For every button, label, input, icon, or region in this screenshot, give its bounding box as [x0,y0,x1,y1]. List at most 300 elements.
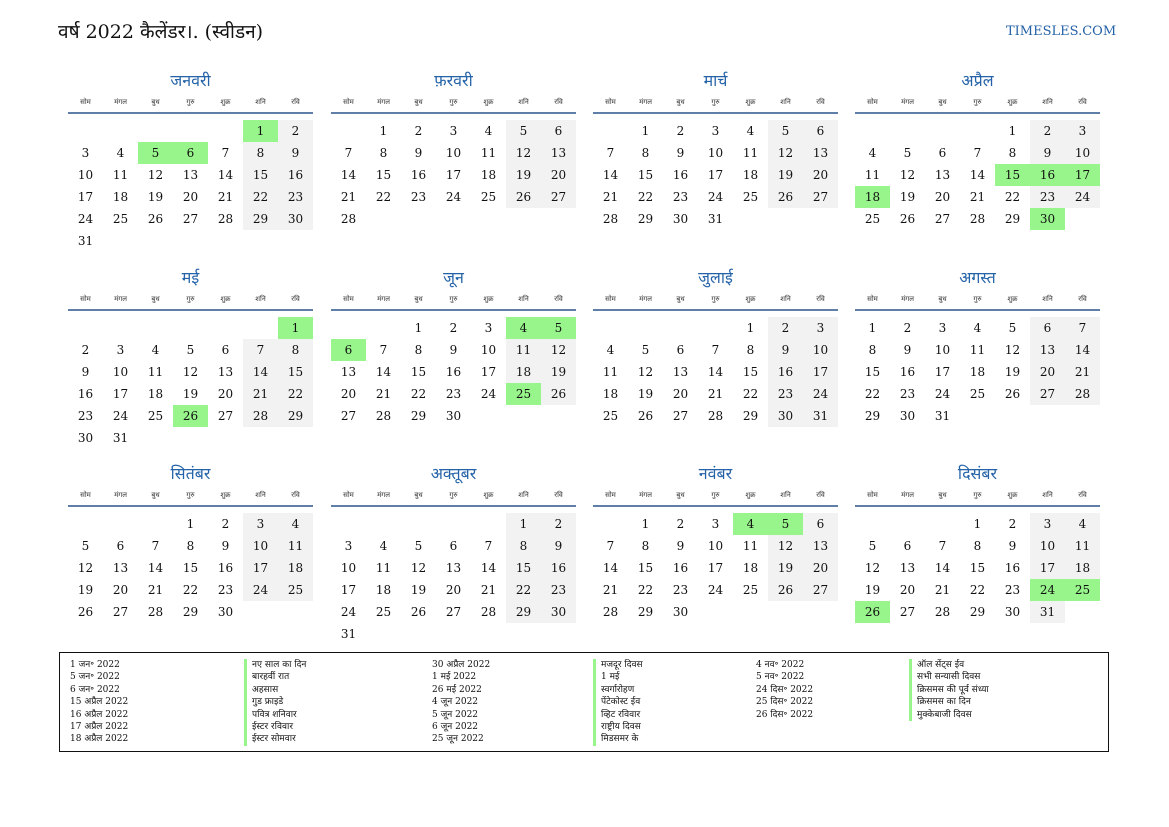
day-cell: 3 [938,321,947,335]
day-cell: 3 [803,317,838,339]
day-cell: 4 [973,321,982,335]
holiday-day-cell: 26 [173,405,208,427]
legend-date: 5 नव॰ 2022 [756,672,805,683]
day-cell: 8 [278,339,313,361]
day-cell: 1 [641,517,650,531]
weekday-label: रवि [291,295,300,303]
holiday-day-cell: 30 [1030,208,1065,230]
legend-holiday-name: ईस्टर सोमवार [252,734,296,745]
legend-date: 6 जून 2022 [432,721,479,732]
legend-holiday-name: गुड फ्राइडे [252,697,284,708]
day-cell: 29 [742,409,759,423]
day-cell: 15 [864,365,881,379]
day-cell: 15 [410,365,427,379]
day-cell: 8 [746,343,755,357]
day-cell: 16 [768,361,803,383]
day-cell: 14 [602,561,619,575]
day-cell: 26 [637,409,654,423]
weekday-label: रवि [1078,491,1087,499]
day-cell: 13 [340,365,357,379]
day-cell: 10 [1065,142,1100,164]
day-cell: 21 [375,387,392,401]
holiday-day-cell: 6 [331,339,366,361]
day-cell: 27 [803,579,838,601]
header-rule [68,309,313,311]
day-cell: 12 [768,142,803,164]
day-cell: 24 [803,383,838,405]
day-cell: 8 [641,539,650,553]
day-cell: 2 [81,343,90,357]
day-cell: 8 [641,146,650,160]
weekday-label: शनि [1042,98,1053,106]
day-cell: 19 [899,190,916,204]
month-name: सितंबर [170,464,211,483]
legend-date: 25 जून 2022 [432,734,484,745]
day-cell: 17 [934,365,951,379]
day-cell: 18 [1065,557,1100,579]
day-cell: 11 [506,339,541,361]
day-cell: 21 [1065,361,1100,383]
weekday-label: शुक्र [220,491,231,499]
legend-holiday-name: मिडसमर के [601,734,639,745]
weekday-label: सोम [343,295,354,303]
weekday-label: बुध [938,98,947,106]
weekday-header [331,98,576,112]
weekday-label: गुरु [186,98,195,106]
day-cell: 6 [221,343,230,357]
holiday-day-cell: 26 [855,601,890,623]
day-cell: 26 [768,579,803,601]
day-cell: 7 [243,339,278,361]
day-cell: 5 [81,539,90,553]
day-cell: 13 [672,365,689,379]
legend-holiday-name: व्हिट रविवार [601,709,641,720]
day-cell: 1 [746,321,755,335]
day-cell: 16 [278,164,313,186]
day-cell: 8 [243,142,278,164]
day-cell: 15 [506,557,541,579]
day-cell: 13 [1030,339,1065,361]
day-cell: 9 [278,142,313,164]
holiday-day-cell: 16 [1030,164,1065,186]
day-cell: 11 [969,343,986,357]
page-title: वर्ष 2022 कैलेंडर।. (स्वीडन) [58,21,264,43]
day-cell: 6 [449,539,458,553]
day-cell: 4 [278,513,313,535]
weekday-label: बुध [938,491,947,499]
day-cell: 29 [637,605,654,619]
weekday-label: शुक्र [220,295,231,303]
legend-holiday-name: ईस्टर रविवार [252,721,294,732]
day-cell: 10 [77,168,94,182]
day-cell: 22 [506,579,541,601]
day-cell: 21 [707,387,724,401]
day-cell: 29 [969,605,986,619]
legend-holiday-name: 1 मई [601,672,620,683]
day-cell: 21 [217,190,234,204]
day-cell: 18 [602,387,619,401]
weekday-label: शुक्र [1007,98,1018,106]
day-cell: 2 [541,513,576,535]
weekday-label: बुध [938,295,947,303]
day-cell: 17 [340,583,357,597]
month-name: जुलाई [698,268,733,287]
day-cell: 1 [506,513,541,535]
weekday-label: सोम [343,98,354,106]
day-cell: 30 [672,212,689,226]
day-cell: 24 [934,387,951,401]
day-cell: 26 [768,186,803,208]
weekday-label: शुक्र [483,491,494,499]
weekday-header [68,295,313,309]
header-rule [593,309,838,311]
day-cell: 7 [711,343,720,357]
legend-names-column-2 [593,659,643,746]
weekday-label: मंगल [901,491,914,499]
day-cell: 20 [182,190,199,204]
weekday-label: बुध [414,295,423,303]
day-cell: 24 [445,190,462,204]
day-cell: 20 [672,387,689,401]
day-cell: 8 [379,146,388,160]
day-cell: 23 [278,186,313,208]
weekday-label: बुध [676,295,685,303]
day-cell: 25 [147,409,164,423]
day-cell: 16 [445,365,462,379]
day-cell: 27 [1030,383,1065,405]
day-cell: 4 [151,343,160,357]
day-cell: 22 [410,387,427,401]
day-cell: 1 [186,517,195,531]
day-cell: 18 [742,561,759,575]
day-cell: 15 [375,168,392,182]
day-cell: 7 [484,539,493,553]
day-cell: 24 [112,409,129,423]
day-cell: 18 [278,557,313,579]
header-rule [68,505,313,507]
weekday-label: शुक्र [1007,295,1018,303]
day-cell: 17 [77,190,94,204]
legend-holiday-name: मुक्केबाजी दिवस [917,709,972,720]
day-cell: 23 [77,409,94,423]
month-name: फ़रवरी [434,71,473,90]
day-cell: 14 [243,361,278,383]
weekday-label: मंगल [114,491,127,499]
day-cell: 8 [186,539,195,553]
weekday-label: शुक्र [745,491,756,499]
weekday-label: रवि [554,491,563,499]
day-cell: 11 [480,146,497,160]
day-cell: 12 [182,365,199,379]
legend-holiday-name: सभी सन्यासी दिवस [917,672,981,683]
day-cell: 3 [116,343,125,357]
holiday-day-cell: 4 [733,513,768,535]
day-cell: 2 [676,517,685,531]
weekday-label: शनि [518,295,529,303]
day-cell: 1 [973,517,982,531]
day-cell: 28 [1065,383,1100,405]
day-cell: 12 [864,561,881,575]
weekday-label: सोम [605,295,616,303]
weekday-label: गुरु [711,98,720,106]
day-cell: 17 [803,361,838,383]
day-cell: 12 [899,168,916,182]
day-cell: 6 [938,146,947,160]
day-cell: 5 [1008,321,1017,335]
weekday-label: मंगल [377,491,390,499]
header-rule [593,112,838,114]
day-cell: 5 [903,146,912,160]
day-cell: 5 [506,120,541,142]
holiday-day-cell: 18 [855,186,890,208]
weekday-label: शुक्र [1007,491,1018,499]
weekday-label: रवि [816,98,825,106]
day-cell: 23 [1030,186,1065,208]
weekday-label: शनि [1042,295,1053,303]
day-cell: 19 [182,387,199,401]
day-cell: 7 [606,539,615,553]
day-cell: 10 [934,343,951,357]
month-name: जनवरी [170,71,211,90]
day-cell: 29 [864,409,881,423]
weekday-header [68,98,313,112]
weekday-header [855,491,1100,505]
weekday-header [855,98,1100,112]
legend-date: 15 अप्रैल 2022 [70,697,129,708]
day-cell: 12 [541,339,576,361]
weekday-label: मंगल [114,98,127,106]
weekday-label: गुरु [973,491,982,499]
day-cell: 31 [1030,601,1065,623]
month-name: दिसंबर [957,464,998,483]
weekday-label: बुध [151,98,160,106]
day-cell: 13 [934,168,951,182]
holiday-day-cell: 15 [995,164,1030,186]
weekday-label: सोम [867,98,878,106]
day-cell: 28 [480,605,497,619]
day-cell: 3 [711,517,720,531]
legend-holiday-name: पवित्र शनिवार [252,709,297,720]
holiday-day-cell: 6 [173,142,208,164]
site-link[interactable]: TIMESLES.COM [1006,24,1117,39]
day-cell: 21 [147,583,164,597]
weekday-label: शनि [780,491,791,499]
day-cell: 30 [768,405,803,427]
day-cell: 8 [973,539,982,553]
weekday-label: शनि [1042,491,1053,499]
holiday-day-cell: 5 [138,142,173,164]
month-name: मई [181,268,200,287]
weekday-label: मंगल [901,98,914,106]
day-cell: 27 [934,212,951,226]
day-cell: 22 [864,387,881,401]
day-cell: 20 [112,583,129,597]
day-cell: 9 [768,339,803,361]
day-cell: 10 [340,561,357,575]
day-cell: 3 [243,513,278,535]
day-cell: 12 [147,168,164,182]
day-cell: 14 [340,168,357,182]
month-name: अप्रैल [961,71,994,90]
day-cell: 31 [112,431,129,445]
weekday-label: सोम [605,98,616,106]
header-rule [855,505,1100,507]
day-cell: 10 [803,339,838,361]
day-cell: 20 [445,583,462,597]
day-cell: 21 [969,190,986,204]
legend-date: 26 दिस॰ 2022 [756,709,814,720]
day-cell: 2 [676,124,685,138]
legend-holiday-name: नए साल का दिन [252,660,307,670]
day-cell: 8 [506,535,541,557]
day-cell: 27 [541,186,576,208]
day-cell: 12 [637,365,654,379]
day-cell: 31 [77,234,94,248]
day-cell: 12 [410,561,427,575]
day-cell: 28 [147,605,164,619]
day-cell: 14 [934,561,951,575]
day-cell: 26 [1004,387,1021,401]
header-rule [331,112,576,114]
day-cell: 25 [375,605,392,619]
day-cell: 20 [803,164,838,186]
legend-dates-column-2 [432,659,490,746]
day-cell: 16 [410,168,427,182]
day-cell: 15 [637,168,654,182]
weekday-label: मंगल [377,295,390,303]
legend-date: 30 अप्रैल 2022 [432,660,491,670]
day-cell: 22 [742,387,759,401]
header-rule [593,505,838,507]
day-cell: 27 [182,212,199,226]
day-cell: 13 [803,535,838,557]
legend-holiday-name: क्रिसमस का दिन [917,697,971,708]
day-cell: 17 [243,557,278,579]
day-cell: 20 [803,557,838,579]
day-cell: 11 [742,539,759,553]
day-cell: 22 [243,186,278,208]
month-name: मार्च [703,71,728,90]
day-cell: 28 [602,212,619,226]
legend-holiday-name: राष्ट्रीय दिवस [601,721,641,732]
weekday-label: शुक्र [745,295,756,303]
day-cell: 6 [903,539,912,553]
legend-holiday-name: पेंटेकोस्ट ईव [601,697,641,708]
day-cell: 13 [217,365,234,379]
day-cell: 14 [1065,339,1100,361]
day-cell: 22 [637,190,654,204]
day-cell: 10 [445,146,462,160]
day-cell: 14 [707,365,724,379]
day-cell: 26 [506,186,541,208]
day-cell: 27 [803,186,838,208]
day-cell: 23 [768,383,803,405]
day-cell: 28 [707,409,724,423]
day-cell: 10 [707,539,724,553]
day-cell: 23 [410,190,427,204]
day-cell: 10 [243,535,278,557]
day-cell: 6 [676,343,685,357]
day-cell: 6 [541,120,576,142]
day-cell: 3 [81,146,90,160]
day-cell: 1 [641,124,650,138]
day-cell: 28 [375,409,392,423]
weekday-header [593,295,838,309]
day-cell: 16 [217,561,234,575]
day-cell: 18 [969,365,986,379]
weekday-label: गुरु [186,295,195,303]
day-cell: 11 [375,561,392,575]
weekday-label: शनि [518,98,529,106]
day-cell: 13 [541,142,576,164]
day-cell: 16 [899,365,916,379]
day-cell: 26 [410,605,427,619]
day-cell: 26 [77,605,94,619]
day-cell: 20 [934,190,951,204]
header-rule [855,112,1100,114]
header-rule [68,112,313,114]
weekday-label: शुक्र [483,98,494,106]
day-cell: 31 [340,627,357,641]
day-cell: 30 [899,409,916,423]
day-cell: 7 [938,539,947,553]
weekday-header [855,295,1100,309]
day-cell: 14 [147,561,164,575]
day-cell: 15 [742,365,759,379]
day-cell: 21 [340,190,357,204]
day-cell: 17 [112,387,129,401]
day-cell: 4 [1065,513,1100,535]
day-cell: 18 [147,387,164,401]
weekday-label: शनि [255,98,266,106]
holiday-day-cell: 5 [541,317,576,339]
header-rule [331,309,576,311]
weekday-label: बुध [414,491,423,499]
day-cell: 8 [868,343,877,357]
weekday-label: गुरु [711,491,720,499]
day-cell: 6 [803,513,838,535]
day-cell: 25 [742,583,759,597]
weekday-label: रवि [816,491,825,499]
day-cell: 25 [969,387,986,401]
day-cell: 18 [506,361,541,383]
day-cell: 28 [217,212,234,226]
weekday-label: शनि [780,98,791,106]
weekday-label: सोम [605,491,616,499]
day-cell: 10 [707,146,724,160]
day-cell: 31 [803,405,838,427]
day-cell: 11 [112,168,129,182]
month-name: अगस्त [959,268,996,287]
day-cell: 19 [637,387,654,401]
day-cell: 17 [707,168,724,182]
day-cell: 22 [637,583,654,597]
weekday-label: सोम [80,491,91,499]
day-cell: 29 [1004,212,1021,226]
day-cell: 20 [1030,361,1065,383]
day-cell: 23 [1004,583,1021,597]
day-cell: 25 [278,579,313,601]
day-cell: 9 [414,146,423,160]
weekday-label: बुध [151,491,160,499]
day-cell: 2 [1030,120,1065,142]
day-cell: 27 [112,605,129,619]
day-cell: 11 [864,168,881,182]
day-cell: 2 [903,321,912,335]
day-cell: 9 [676,146,685,160]
day-cell: 13 [445,561,462,575]
day-cell: 14 [375,365,392,379]
